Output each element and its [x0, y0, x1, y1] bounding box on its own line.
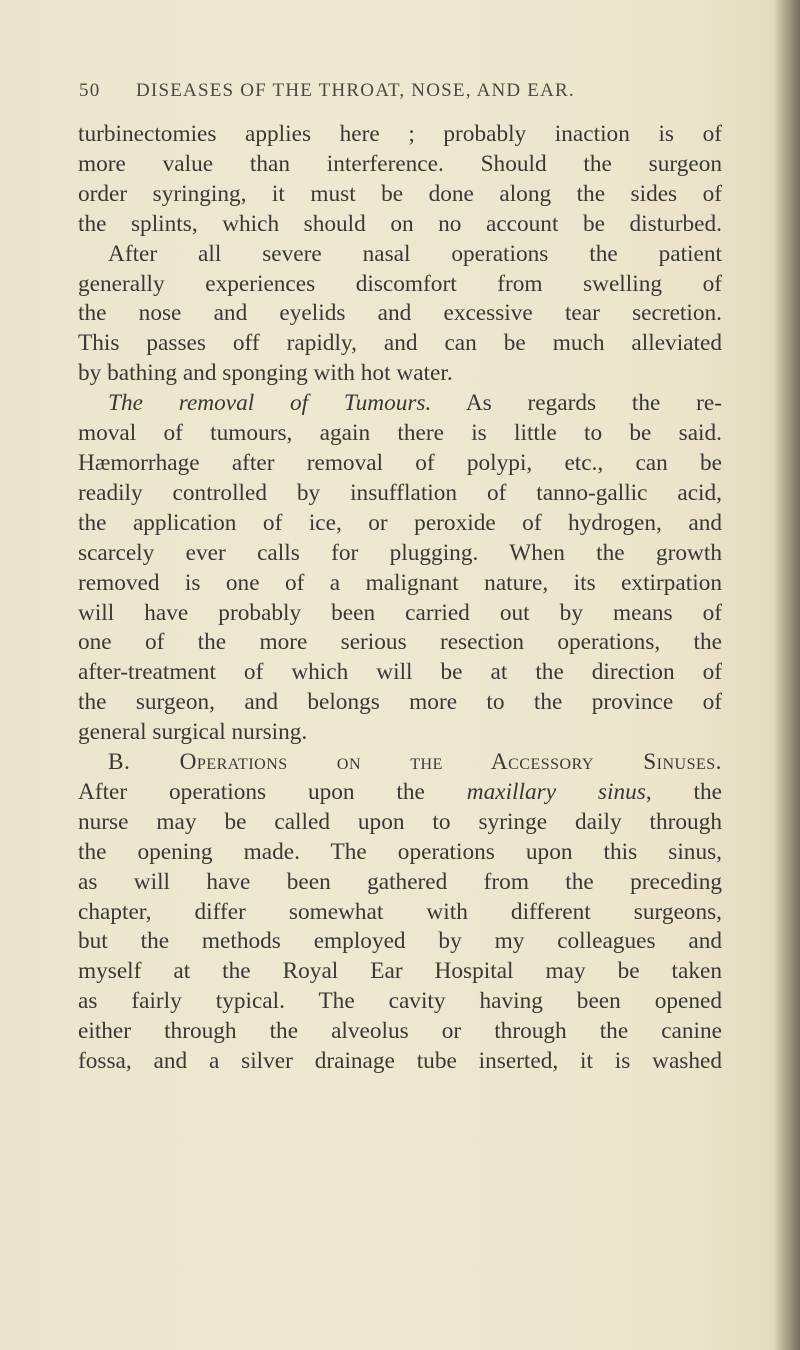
text-line: scarcely ever calls for plugging. When the growth [78, 539, 722, 566]
page-number: 50 [79, 80, 101, 101]
text-line: This passes off rapidly, and can be much alleviated [78, 330, 722, 357]
text-line: the application of ice, or peroxide of hydrogen, and [78, 509, 722, 536]
text-line: either through the alveolus or through the canine [78, 1018, 722, 1045]
text-line: as will have been gathered from the preceding [78, 868, 722, 895]
text-line: but the methods employed by my colleagues and [78, 928, 722, 955]
text-line: the opening made. The operations upon this sinus, [78, 838, 722, 865]
text-line: After operations upon the maxillary sinus, the [78, 778, 722, 805]
text-line: general surgical nursing. [78, 719, 308, 746]
text-line: as fairly typical. The cavity having been opened [78, 988, 722, 1015]
section-heading-line [78, 748, 722, 778]
running-title: DISEASES OF THE THROAT, NOSE, AND EAR. [136, 80, 575, 101]
text-line: turbinectomies applies here ; probably inaction is of [78, 121, 722, 147]
text-line: the nose and eyelids and excessive tear secretion. [78, 300, 722, 327]
text-line: Hæmorrhage after removal of polypi, etc., can be [78, 449, 722, 476]
text-line: moval of tumours, again there is little to be said. [78, 420, 722, 447]
page-edge-shadow [774, 0, 800, 1350]
text-line: readily controlled by insufflation of tanno-gallic acid, [78, 479, 722, 506]
running-head [79, 80, 729, 102]
text-line: the splints, which should on no account be disturbed. [78, 210, 722, 237]
body-text [78, 120, 722, 1077]
text-line: one of the more serious resection operations, the [78, 629, 722, 656]
section-heading-line: The removal of Tumours. As regards the re- [108, 390, 722, 417]
section-title-tumours: The removal of Tumours. [108, 390, 432, 417]
italic-term: maxillary sinus [466, 778, 646, 805]
text-line: myself at the Royal Ear Hospital may be taken [78, 958, 722, 985]
text-line: the surgeon, and belongs more to the province of [78, 689, 722, 716]
text-line: order syringing, it must be done along the sides of [78, 180, 722, 207]
section-title-sinuses: B. Operations on the Accessory Sinuses. [108, 749, 722, 776]
text-line: will have probably been carried out by means of [78, 599, 722, 626]
text-line: by bathing and sponging with hot water. [78, 360, 453, 387]
text-line: after-treatment of which will be at the direction of [78, 659, 722, 686]
text-line: chapter, differ somewhat with different surgeons, [78, 898, 722, 925]
text-line: After all severe nasal operations the patient [108, 240, 722, 267]
text-line: generally experiences discomfort from swelling of [78, 270, 722, 297]
text-line: nurse may be called upon to syringe daily through [78, 808, 722, 835]
text-line: removed is one of a malignant nature, its extirpation [78, 569, 722, 596]
text-line: fossa, and a silver drainage tube inserted, it is washed [78, 1048, 722, 1075]
text-line: more value than interference. Should the surgeon [78, 150, 722, 177]
